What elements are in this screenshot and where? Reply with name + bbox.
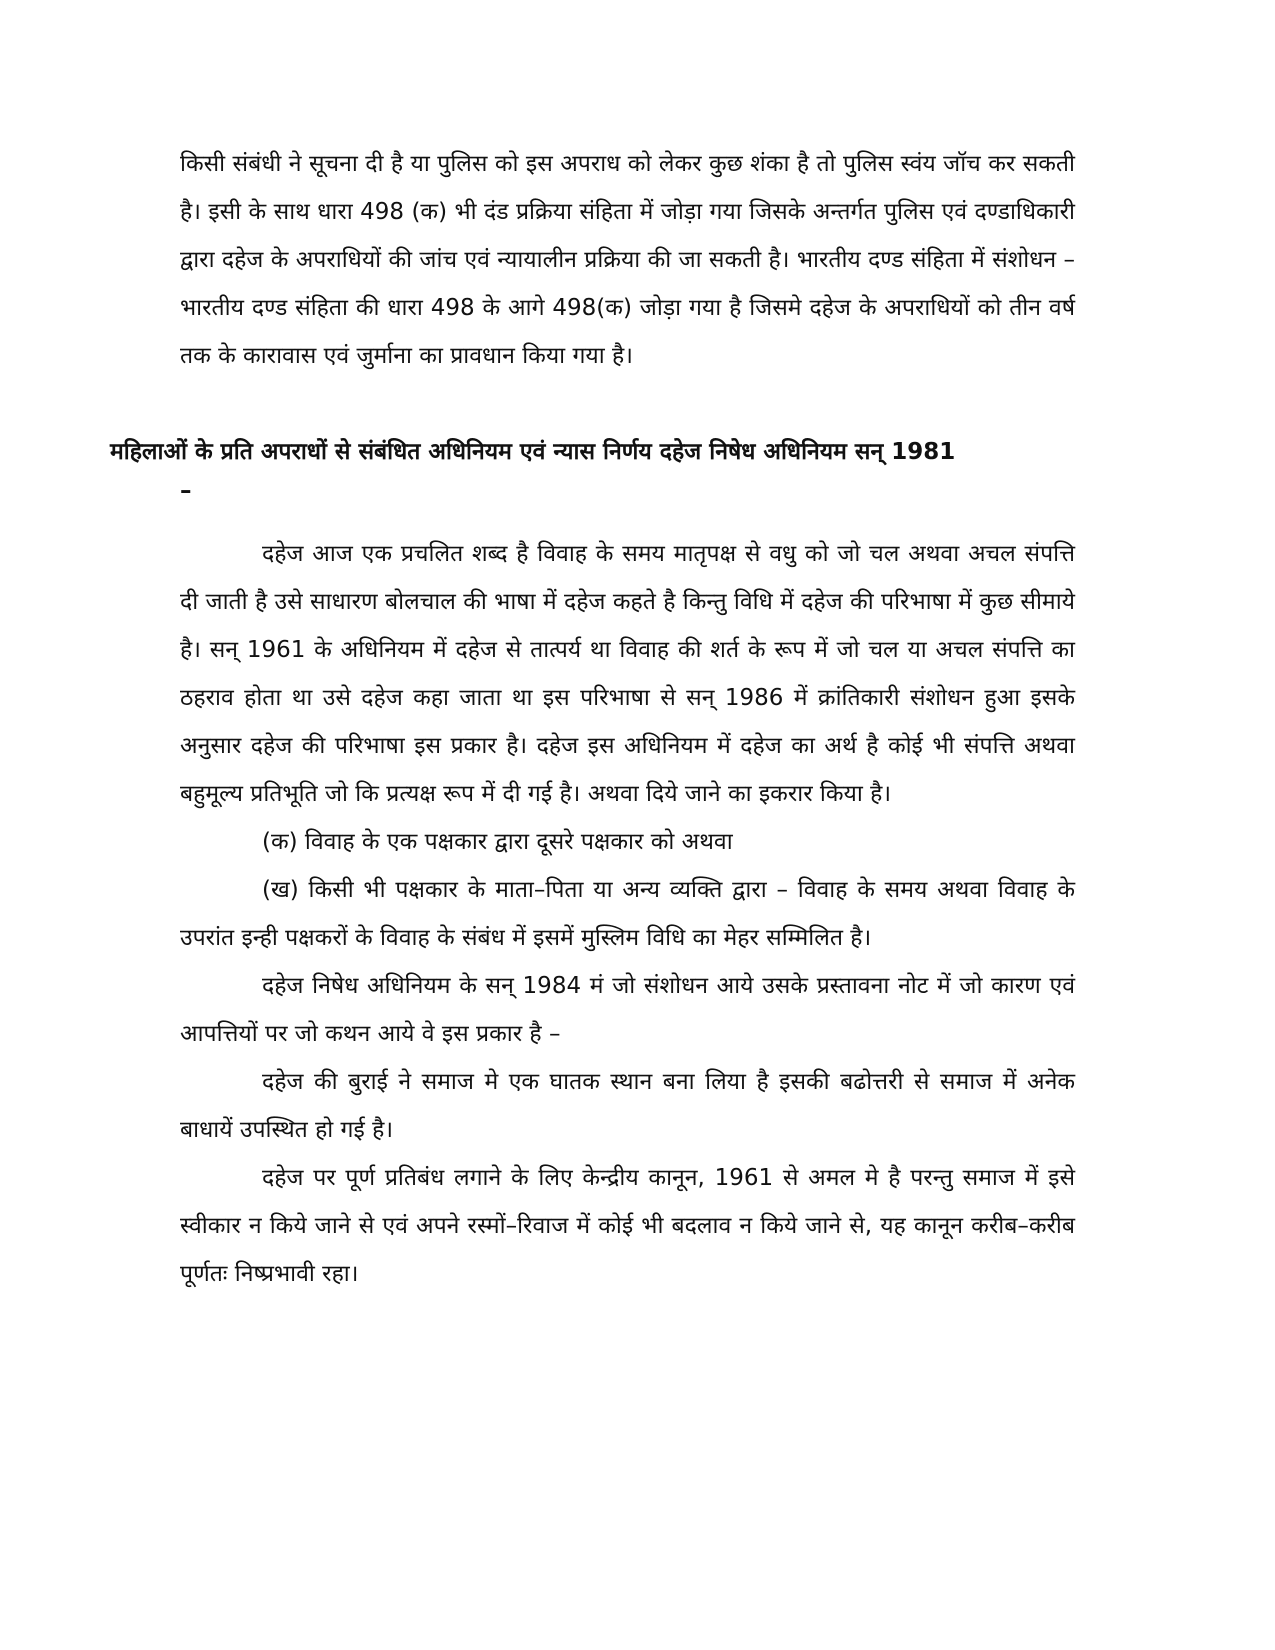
- section-heading: महिलाओं के प्रति अपराधों से संबंधित अधिनियम एवं न्यास निर्णय दहेज निषेध अधिनियम सन् 1981: [110, 439, 956, 465]
- intro-text-block: [180, 140, 1075, 380]
- paragraph-clause-ka: (क) विवाह के एक पक्षकार द्वारा दूसरे पक्षकार को अथवा: [262, 829, 733, 855]
- paragraph-amendment-1984: दहेज निषेध अधिनियम के सन् 1984 मं जो संशोधन आये उसके प्रस्तावना नोट में जो कारण एवं आपत्तियों पर जो कथन आये वे इस प्रकार है –: [180, 973, 1075, 1047]
- paragraph-dowry-definition: दहेज आज एक प्रचलित शब्द है विवाह के समय मातृपक्ष से वधु को जो चल अथवा अचल संपत्ति दी जाती है उसे साधारण बोलचाल की भाषा में दहेज कहते है किन्तु विधि में दहेज की परिभाषा में कुछ सीमाये है। सन् 1961 के अधिनियम में दहेज से तात्पर्य था विवाह की शर्त के रूप में जो चल या अचल संपत्ति का ठहराव होता था उसे दहेज कहा जाता था इस परिभाषा से सन् 1986 में क्रांतिकारी संशोधन हुआ इसके अनुसार दहेज की परिभाषा इस प्रकार है। दहेज इस अधिनियम में दहेज का अर्थ है कोई भी संपत्ति अथवा बहुमूल्य प्रतिभूति जो कि प्रत्यक्ष रूप में दी गई है। अथवा दिये जाने का इकरार किया है।: [180, 541, 1075, 807]
- intro-paragraph: किसी संबंधी ने सूचना दी है या पुलिस को इस अपराध को लेकर कुछ शंका है तो पुलिस स्वंय जॉच कर सकती है। इसी के साथ धारा 498 (क) भी दंड प्रक्रिया संहिता में जोड़ा गया जिसके अन्तर्गत पुलिस एवं दण्डाधिकारी द्वारा दहेज के अपराधियों की जांच एवं न्यायालीन प्रक्रिया की जा सकती है। भारतीय दण्ड संहिता में संशोधन – भारतीय दण्ड संहिता की धारा 498 के आगे 498(क) जोड़ा गया है जिसमे दहेज के अपराधियों को तीन वर्ष तक के कारावास एवं जुर्माना का प्रावधान किया गया है।: [180, 151, 1075, 369]
- section-body: [180, 530, 1075, 1298]
- section-heading-dash: –: [180, 478, 192, 504]
- paragraph-social-evil: दहेज की बुराई ने समाज मे एक घातक स्थान बना लिया है इसकी बढोत्तरी से समाज में अनेक बाधायें उपस्थित हो गई है।: [180, 1069, 1075, 1143]
- paragraph-central-law: दहेज पर पूर्ण प्रतिबंध लगाने के लिए केन्द्रीय कानून, 1961 से अमल मे है परन्तु समाज में इसे स्वीकार न किये जाने से एवं अपने रस्मों–रिवाज में कोई भी बदलाव न किये जाने से, यह कानून करीब–करीब पूर्णतः निष्प्रभावी रहा।: [180, 1165, 1075, 1287]
- paragraph-clause-kha: (ख) किसी भी पक्षकार के माता–पिता या अन्य व्यक्ति द्वारा – विवाह के समय अथवा विवाह के उपरांत इन्ही पक्षकरों के विवाह के संबंध में इसमें मुस्लिम विधि का मेहर सम्मिलित है।: [180, 877, 1075, 951]
